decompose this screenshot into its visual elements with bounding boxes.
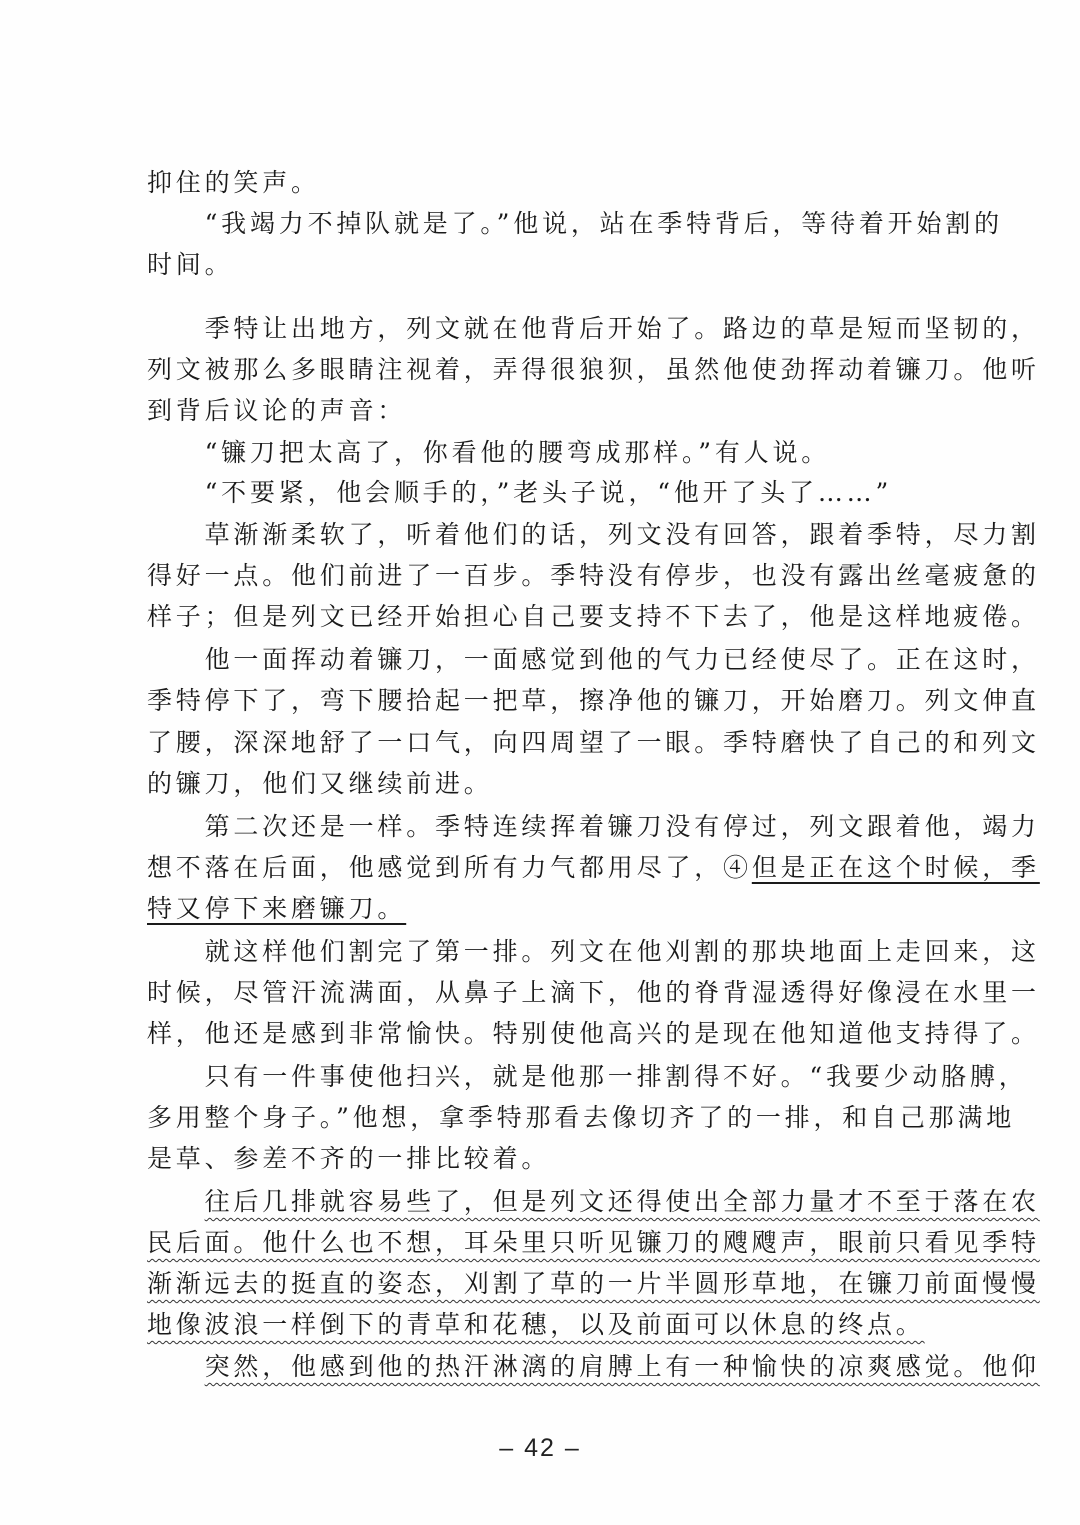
text-segment: 了腰，深深地舒了一口气，向四周望了一眼。季特磨快了自己的和列文: [147, 728, 1040, 757]
text-line: [147, 1304, 925, 1345]
text-segment: 样子；但是列文已经开始担心自己要支持不下去了，他是这样地疲倦。: [147, 602, 1040, 631]
text-line: [147, 680, 1040, 721]
text-line: [147, 888, 406, 929]
text-segment: 多用整个身子。”他想，拿季特那看去像切齐了的一排，和自己那满地: [147, 1103, 1016, 1132]
text-line: [147, 244, 233, 285]
text-line: [147, 432, 830, 473]
wavy-underlined-text: 突然，他感到他的热汗淋漓的肩膊上有一种愉快的凉爽感觉。他仰: [204, 1352, 1040, 1381]
text-segment: 抑住的笑声。: [147, 168, 320, 197]
wavy-underlined-text: 民后面。他什么也不想，耳朵里只听见镰刀的飕飕声，眼前只看见季特: [147, 1228, 1040, 1257]
text-line: [147, 847, 1040, 888]
text-segment: 列文被那么多眼睛注视着，弄得很狼狈，虽然他使劲挥动着镰刀。他听: [147, 355, 1040, 384]
text-line: [147, 931, 1040, 972]
wavy-underlined-text: 地像波浪一样倒下的青草和花穗，以及前面可以休息的终点。: [147, 1310, 925, 1339]
underlined-text: 特又停下来磨镰刀。: [147, 894, 407, 923]
text-segment: “镰刀把太高了，你看他的腰弯成那样。”有人说。: [147, 438, 831, 467]
text-segment: [147, 1352, 205, 1381]
text-line: [147, 162, 320, 203]
text-line: [147, 763, 493, 804]
text-line: [147, 639, 1040, 680]
text-line: [147, 1056, 1028, 1097]
text-line: [147, 472, 892, 513]
wavy-underlined-text: 渐渐远去的挺直的姿态，刈割了草的一片半圆形草地，在镰刀前面慢慢: [147, 1269, 1040, 1298]
text-segment: 样，他还是感到非常愉快。特别使他高兴的是现在他知道他支持得了。: [147, 1019, 1040, 1048]
text-segment: 就这样他们割完了第一排。列文在他刈割的那块地面上走回来，这: [147, 937, 1040, 966]
text-line: [147, 1222, 1040, 1263]
text-line: [147, 308, 1040, 349]
text-segment: 季特让出地方，列文就在他背后开始了。路边的草是短而坚韧的，: [147, 314, 1040, 343]
text-segment: 得好一点。他们前进了一百步。季特没有停步，也没有露出丝毫疲惫的: [147, 561, 1040, 590]
text-line: [147, 1181, 1040, 1222]
text-line: [147, 1346, 1040, 1387]
text-line: [147, 349, 1040, 390]
text-segment: 想不落在后面，他感觉到所有力气都用尽了，④: [147, 853, 752, 882]
text-line: [147, 972, 1040, 1013]
text-segment: 时间。: [147, 250, 234, 279]
text-line: [147, 390, 406, 431]
text-segment: “不要紧，他会顺手的，”老头子说，“他开了头了……”: [147, 478, 893, 507]
text-line: [147, 596, 1040, 637]
text-segment: 第二次还是一样。季特连续挥着镰刀没有停过，列文跟着他，竭力: [147, 812, 1040, 841]
text-segment: 季特停下了，弯下腰拾起一把草，擦净他的镰刀，开始磨刀。列文伸直: [147, 686, 1040, 715]
text-line: [147, 722, 1040, 763]
text-segment: 是草、参差不齐的一排比较着。: [147, 1144, 551, 1173]
text-segment: 的镰刀，他们又继续前进。: [147, 769, 493, 798]
text-segment: 只有一件事使他扫兴，就是他那一排割得不好。“我要少动胳膊，: [147, 1062, 1028, 1091]
text-line: [147, 1263, 1040, 1304]
text-line: [147, 806, 1040, 847]
text-line: [147, 1097, 1015, 1138]
underlined-text: 但是正在这个时候，季: [751, 853, 1040, 882]
text-line: [147, 1138, 550, 1179]
wavy-underlined-text: 往后几排就容易些了，但是列文还得使出全部力量才不至于落在农: [204, 1187, 1040, 1216]
text-segment: “我竭力不掉队就是了。”他说，站在季特背后，等待着开始割的: [147, 209, 1003, 238]
text-line: [147, 514, 1040, 555]
page-number: – 42 –: [499, 1434, 581, 1462]
text-segment: 他一面挥动着镰刀，一面感觉到他的气力已经使尽了。正在这时，: [147, 645, 1040, 674]
text-segment: 到背后议论的声音：: [147, 396, 407, 425]
text-segment: [147, 1187, 205, 1216]
text-segment: 时候，尽管汗流满面，从鼻子上滴下，他的脊背湿透得好像浸在水里一: [147, 978, 1040, 1007]
text-line: [147, 203, 1003, 244]
text-line: [147, 1013, 1040, 1054]
text-line: [147, 555, 1040, 596]
text-segment: 草渐渐柔软了，听着他们的话，列文没有回答，跟着季特，尽力割: [147, 520, 1040, 549]
